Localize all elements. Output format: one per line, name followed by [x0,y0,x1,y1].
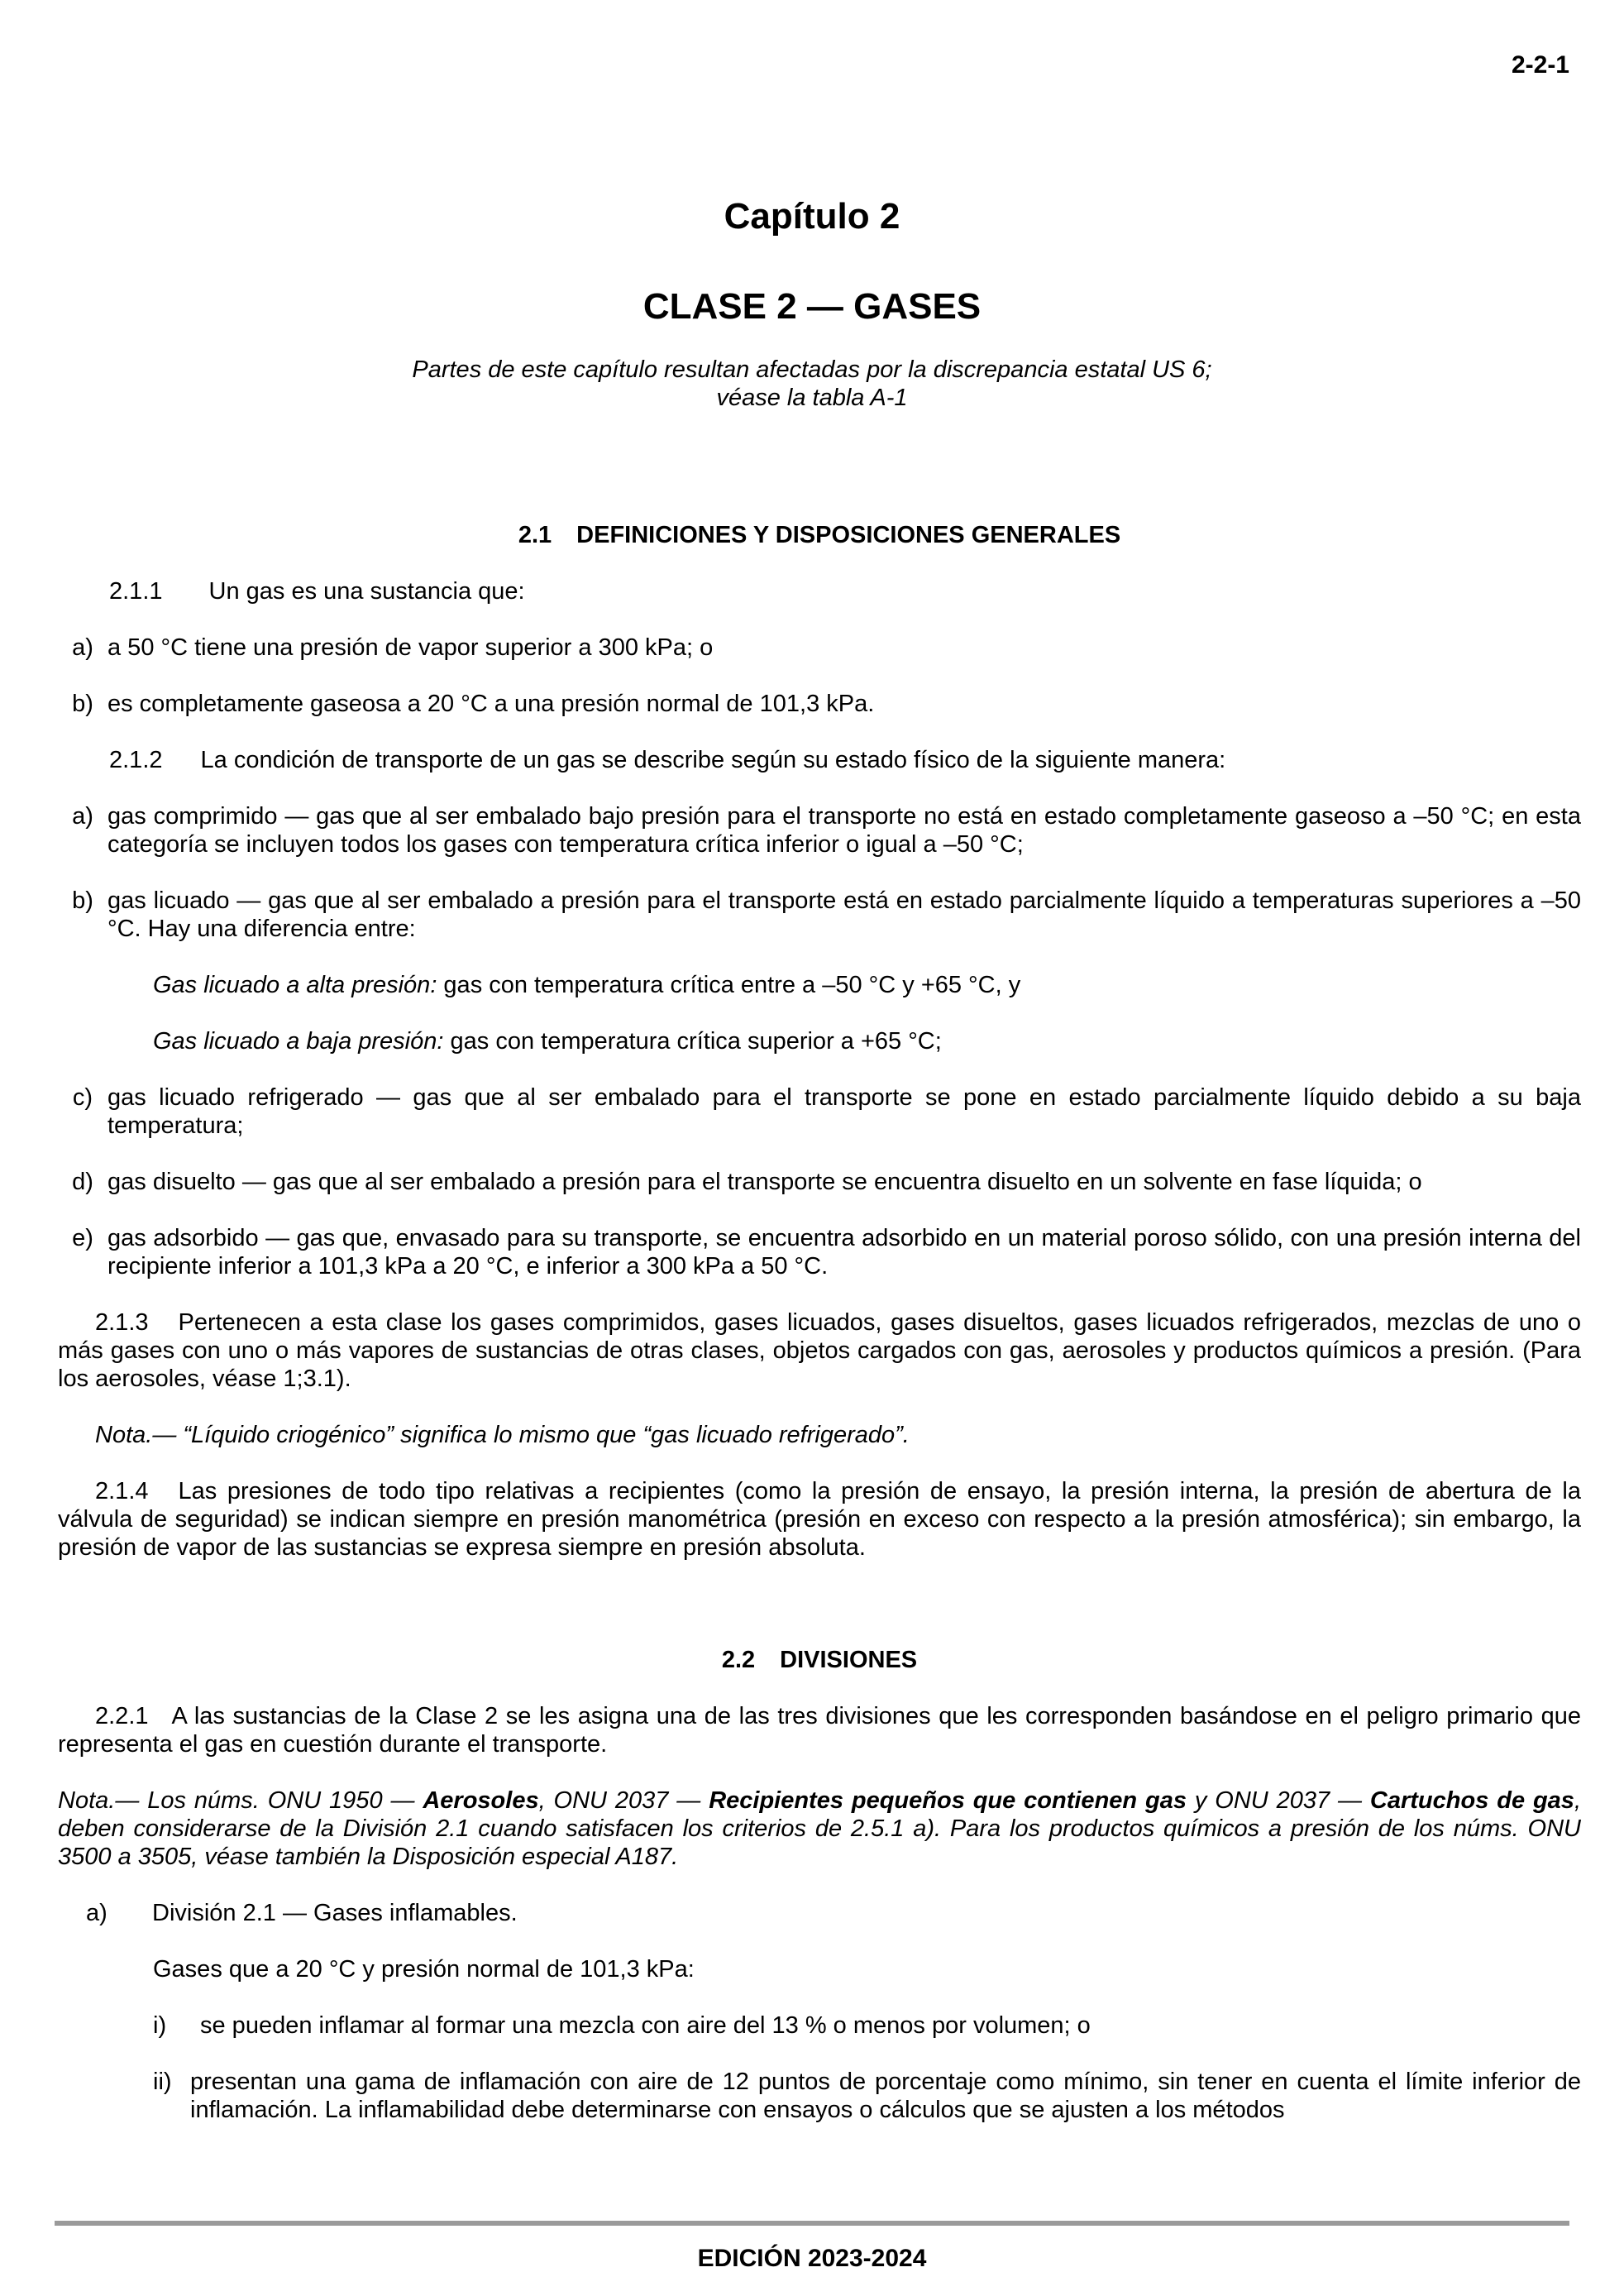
note-text: Nota.— Los núms. ONU 1950 — [58,1787,423,1814]
document-body [58,521,1581,2124]
paragraph-number: 2.1.4 [95,1478,149,1504]
division-2-1-item [58,1899,1581,1927]
list-item [58,2011,1581,2040]
discrepancy-note-line-2: véase la tabla A-1 [716,385,908,411]
list-item [58,1083,1581,1140]
paragraph-number: 2.1.1 [109,578,163,605]
paragraph-text: La condición de transporte de un gas se describe según su estado físico de la siguiente manera: [200,747,1226,773]
list-item [58,634,1581,662]
list-item-label: b) [72,691,93,717]
list-item-label: d) [72,1169,93,1195]
list-item-text: gas disuelto — gas que al ser embalado a presión para el transporte se encuentra disuelto en un solvente en fase líquida; o [107,1169,1422,1195]
note-text: , deben considerarse de la División 2.1 cuando satisfacen los criterios de 2.5.1 a). Para los productos químicos a presión de los núms. ONU 3500 a 3505, véase también la Disposición especial A187. [58,1787,1581,1870]
list-item-text: gas adsorbido — gas que, envasado para su transporte, se encuentra adsorbido en un material poroso sólido, con una presión interna del recipiente inferior a 101,3 kPa a 20 °C, e inferior a 300 kPa a 50 °C. [107,1225,1581,1280]
list-item-label: e) [72,1225,93,1251]
list-item-label: a) [72,634,93,661]
paragraph-text: Un gas es una sustancia que: [208,578,525,605]
liquefied-low-pressure [58,1027,1581,1055]
list-item-text: gas comprimido — gas que al ser embalado bajo presión para el transporte no está en estado completamente gaseoso a –50 °C; en esta categoría se incluyen todos los gases con temperatura crítica inferior o igual a –50 °C; [107,803,1581,858]
paragraph-number: 2.1.2 [109,747,163,773]
paragraph-text: A las sustancias de la Clase 2 se les asigna una de las tres divisiones que les corresponden basándose en el peligro primario que representa el gas en cuestión durante el transporte. [58,1703,1581,1758]
list-item-label: a) [72,803,93,830]
edition-footer: EDICIÓN 2023-2024 [697,2245,927,2272]
liquefied-high-pressure [58,971,1581,999]
paragraph-number: 2.1.3 [95,1309,149,1336]
list-item-label: a) [86,1900,107,1926]
class-title: CLASE 2 — GASES [642,286,982,327]
list-item-text: gas licuado refrigerado — gas que al ser embalado para el transporte se pone en estado parcialmente líquido debido a su baja temperatura; [107,1084,1581,1139]
term: Gas licuado a baja presión: [153,1028,444,1055]
note-text: y ONU 2037 — [1187,1787,1370,1814]
division-2-1-intro: Gases que a 20 °C y presión normal de 101,3 kPa: [153,1956,695,1983]
list-item-text: a 50 °C tiene una presión de vapor superior a 300 kPa; o [107,634,714,661]
paragraph-number: 2.2.1 [95,1703,149,1729]
section-heading-2-2 [58,1646,1581,1674]
list-item-text: se pueden inflamar al formar una mezcla con aire del 13 % o menos por volumen; o [200,2012,1091,2039]
section-number: 2.1 [518,522,552,548]
discrepancy-note-line-1: Partes de este capítulo resultan afectadas por la discrepancia estatal US 6; [412,356,1212,383]
section-heading-2-1 [58,521,1581,549]
list-item-text: es completamente gaseosa a 20 °C a una presión normal de 101,3 kPa. [107,691,875,717]
list-item [58,802,1581,859]
term: Gas licuado a alta presión: [153,972,437,998]
note-2-2-1 [58,1787,1581,1871]
note-bold-term: Recipientes pequeños que contienen gas [709,1787,1187,1814]
chapter-heading: Capítulo 2 [724,196,900,237]
list-item-text: presentan una gama de inflamación con aire de 12 puntos de porcentaje como mínimo, sin tener en cuenta el límite inferior de inflamación. La inflamabilidad debe determinarse con ensayos o cálculos que se ajusten a los métodos [190,2069,1581,2123]
note-text: , ONU 2037 — [538,1787,709,1814]
definition: gas con temperatura crítica entre a –50 °C y +65 °C, y [437,972,1021,998]
discrepancy-note [0,356,1624,412]
section-title: DEFINICIONES Y DISPOSICIONES GENERALES [576,522,1121,548]
note-2-1-3: Nota.— “Líquido criogénico” significa lo mismo que “gas licuado refrigerado”. [95,1422,910,1448]
paragraph-2-1-1 [58,577,1581,605]
note-bold-term: Aerosoles [423,1787,539,1814]
paragraph-2-1-2 [58,746,1581,774]
list-item [58,887,1581,943]
definition: gas con temperatura crítica superior a +65 °C; [443,1028,942,1055]
list-item-text: gas licuado — gas que al ser embalado a presión para el transporte está en estado parcialmente líquido a temperaturas superiores a –50 °C. Hay una diferencia entre: [107,887,1581,942]
list-item-text: División 2.1 — Gases inflamables. [152,1900,518,1926]
paragraph-2-2-1 [58,1702,1581,1758]
list-item [58,2068,1581,2124]
list-item-label: ii) [153,2069,172,2095]
paragraph-2-1-4 [58,1477,1581,1562]
paragraph-text: Pertenecen a esta clase los gases comprimidos, gases licuados, gases disueltos, gases licuados refrigerados, mezclas de uno o más gases con uno o más vapores de sustancias de otras clases, objetos cargados con gas, aerosoles y productos químicos a presión. (Para los aerosoles, véase 1;3.1). [58,1309,1581,1392]
section-number: 2.2 [721,1647,756,1673]
list-item [58,1224,1581,1280]
note-bold-term: Cartuchos de gas [1369,1787,1574,1814]
list-item [58,1168,1581,1196]
paragraph-2-1-3 [58,1308,1581,1393]
list-item-label: c) [72,1084,93,1111]
list-item [58,690,1581,718]
list-item-label: b) [72,887,93,914]
footer-divider [55,2221,1569,2226]
page-number: 2-2-1 [1511,51,1569,79]
section-title: DIVISIONES [780,1647,918,1673]
list-item-label: i) [153,2012,167,2039]
paragraph-text: Las presiones de todo tipo relativas a recipientes (como la presión de ensayo, la presión interna, la presión de abertura de la válvula de seguridad) se indican siempre en presión manométrica (presión en exceso con respecto a la presión atmosférica); sin embargo, la presión de vapor de las sustancias se expresa siempre en presión absoluta. [58,1478,1581,1561]
